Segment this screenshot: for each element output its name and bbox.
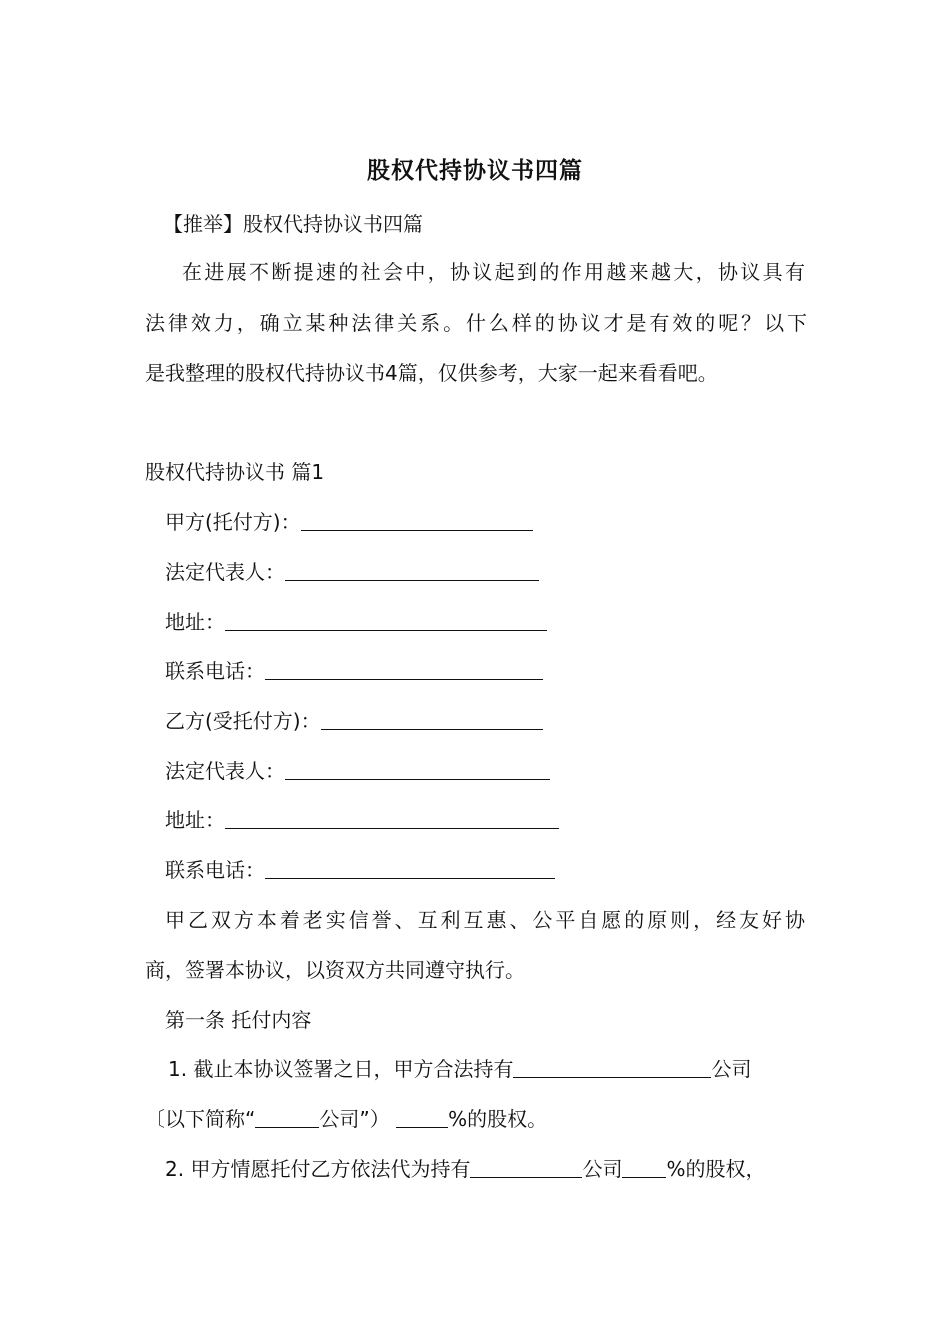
party-a-rep-blank: [285, 560, 539, 581]
clause-1-percent-blank: [396, 1107, 448, 1128]
principle-line-1: 甲乙双方本着老实信誉、互利互惠、公平自愿的原则，经友好协: [165, 908, 805, 932]
clause-2-company-blank: [470, 1157, 582, 1178]
party-b-rep-blank: [285, 759, 550, 780]
clause-1-text-a: 1. 截止本协议签署之日，甲方合法持有: [168, 1057, 514, 1081]
party-a-phone-blank: [265, 659, 543, 680]
clause-2-text-b: 公司: [582, 1157, 623, 1181]
section-title: 股权代持协议书 篇1: [145, 460, 325, 484]
clause-1-line-1: [168, 1055, 751, 1083]
party-a-name-row: [165, 508, 533, 536]
party-b-rep-row: [165, 757, 550, 785]
intro-line-1: 在进展不断提速的社会中，协议起到的作用越来越大，协议具有: [182, 260, 805, 284]
party-a-addr-blank: [225, 610, 547, 631]
party-b-addr-label: 地址：: [165, 808, 225, 832]
party-a-phone-label: 联系电话：: [165, 659, 265, 683]
party-a-phone-row: [165, 657, 543, 685]
article-1-title: 第一条 托付内容: [165, 1008, 312, 1032]
principle-line-2: 商，签署本协议，以资双方共同遵守执行。: [145, 958, 525, 982]
clause-2-percent-blank: [622, 1157, 666, 1178]
clause-1-text-b: 公司: [711, 1057, 752, 1081]
party-a-addr-label: 地址：: [165, 610, 225, 634]
clause-1-line-2: [145, 1105, 547, 1133]
party-a-name-blank: [301, 510, 533, 531]
party-b-addr-row: [165, 806, 559, 834]
party-a-addr-row: [165, 608, 547, 636]
party-b-phone-label: 联系电话：: [165, 858, 265, 882]
party-a-rep-label: 法定代表人：: [165, 560, 285, 584]
party-b-name-blank: [321, 709, 543, 730]
clause-1-company-blank: [513, 1057, 711, 1078]
clause-1-shortname-blank: [255, 1107, 319, 1128]
party-b-addr-blank: [225, 808, 559, 829]
clause-1-text-c: 〔以下简称“: [145, 1107, 256, 1131]
party-b-phone-blank: [265, 858, 555, 879]
party-b-rep-label: 法定代表人：: [165, 759, 285, 783]
party-a-rep-row: [165, 558, 539, 586]
clause-1-text-e: %的股权。: [448, 1107, 548, 1131]
party-b-phone-row: [165, 856, 555, 884]
clause-1-text-d: 公司”）: [319, 1107, 390, 1131]
document-subtitle: 【推举】股权代持协议书四篇: [163, 212, 423, 236]
party-b-name-label: 乙方(受托付方)：: [165, 709, 321, 733]
clause-2-line-1: [165, 1155, 765, 1183]
clause-2-text-c: %的股权，: [666, 1157, 766, 1181]
party-a-name-label: 甲方(托付方)：: [165, 510, 301, 534]
document-title: 股权代持协议书四篇: [367, 158, 583, 184]
clause-2-text-a: 2. 甲方情愿托付乙方依法代为持有: [165, 1157, 471, 1181]
intro-line-3: 是我整理的股权代持协议书4篇，仅供参考，大家一起来看看吧。: [145, 361, 718, 385]
intro-line-2: 法律效力，确立某种法律关系。什么样的协议才是有效的呢？以下: [145, 311, 807, 335]
party-b-name-row: [165, 707, 543, 735]
